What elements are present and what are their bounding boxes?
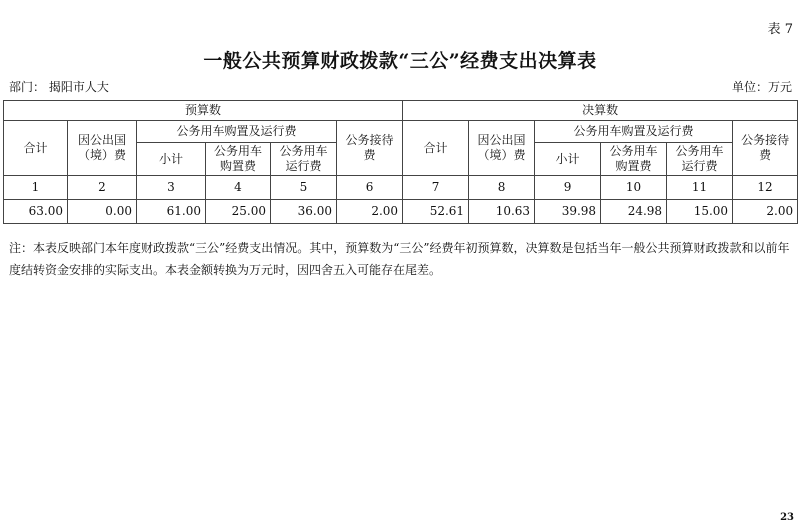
- index-cell: 7: [403, 176, 469, 200]
- value-cell: 0.00: [68, 200, 137, 224]
- budget-subtotal-header: 小计: [137, 143, 206, 176]
- table-row: [4, 121, 798, 143]
- index-cell: 12: [733, 176, 798, 200]
- final-total-header: 合计: [403, 121, 469, 176]
- final-reception-header: 公务接待 费: [733, 121, 798, 176]
- final-subtotal-header: 小计: [535, 143, 601, 176]
- table-number: 表 7: [767, 22, 793, 37]
- budget-vehicle-header: 公务用车购置及运行费: [137, 121, 337, 143]
- budget-total-header: 合计: [4, 121, 68, 176]
- index-cell: 4: [206, 176, 271, 200]
- index-cell: 5: [271, 176, 337, 200]
- page-number: 23: [780, 512, 794, 523]
- budget-reception-header: 公务接待 费: [337, 121, 403, 176]
- value-cell: 63.00: [4, 200, 68, 224]
- value-cell: 36.00: [271, 200, 337, 224]
- final-vehicle-header: 公务用车购置及运行费: [535, 121, 733, 143]
- value-cell: 10.63: [469, 200, 535, 224]
- footnote: 注：本表反映部门本年度财政拨款“三公”经费支出情况。其中，预算数为“三公”经费年初预算数，决算数是包括当年一般公共预算财政拨款和以前年度结转资金安排的实际支出。本表金额转换为万元时，因四舍五入可能存在尾差。: [9, 241, 790, 277]
- value-cell: 2.00: [337, 200, 403, 224]
- unit-label: 单位：万元: [731, 80, 792, 94]
- page-title: 一般公共预算财政拨款“三公”经费支出决算表: [203, 50, 597, 72]
- final-abroad-header: 因公出国 （境）费: [469, 121, 535, 176]
- value-cell: 15.00: [667, 200, 733, 224]
- index-cell: 1: [4, 176, 68, 200]
- index-cell: 2: [68, 176, 137, 200]
- index-cell: 6: [337, 176, 403, 200]
- value-cell: 52.61: [403, 200, 469, 224]
- index-cell: 11: [667, 176, 733, 200]
- value-cell: 39.98: [535, 200, 601, 224]
- budget-abroad-header: 因公出国 （境）费: [68, 121, 137, 176]
- final-purchase-header: 公务用车 购置费: [601, 143, 667, 176]
- value-cell: 61.00: [137, 200, 206, 224]
- expenditure-table: [3, 100, 798, 224]
- value-cell: 24.98: [601, 200, 667, 224]
- table-row: [4, 101, 798, 121]
- final-operation-header: 公务用车 运行费: [667, 143, 733, 176]
- index-cell: 9: [535, 176, 601, 200]
- budget-operation-header: 公务用车 运行费: [271, 143, 337, 176]
- value-row: [4, 200, 798, 224]
- budget-purchase-header: 公务用车 购置费: [206, 143, 271, 176]
- index-cell: 3: [137, 176, 206, 200]
- index-cell: 8: [469, 176, 535, 200]
- index-row: [4, 176, 798, 200]
- budget-group-header: 预算数: [4, 101, 403, 121]
- index-cell: 10: [601, 176, 667, 200]
- department-label: 部门： 揭阳市人大: [9, 80, 109, 94]
- final-group-header: 决算数: [403, 101, 798, 121]
- value-cell: 2.00: [733, 200, 798, 224]
- value-cell: 25.00: [206, 200, 271, 224]
